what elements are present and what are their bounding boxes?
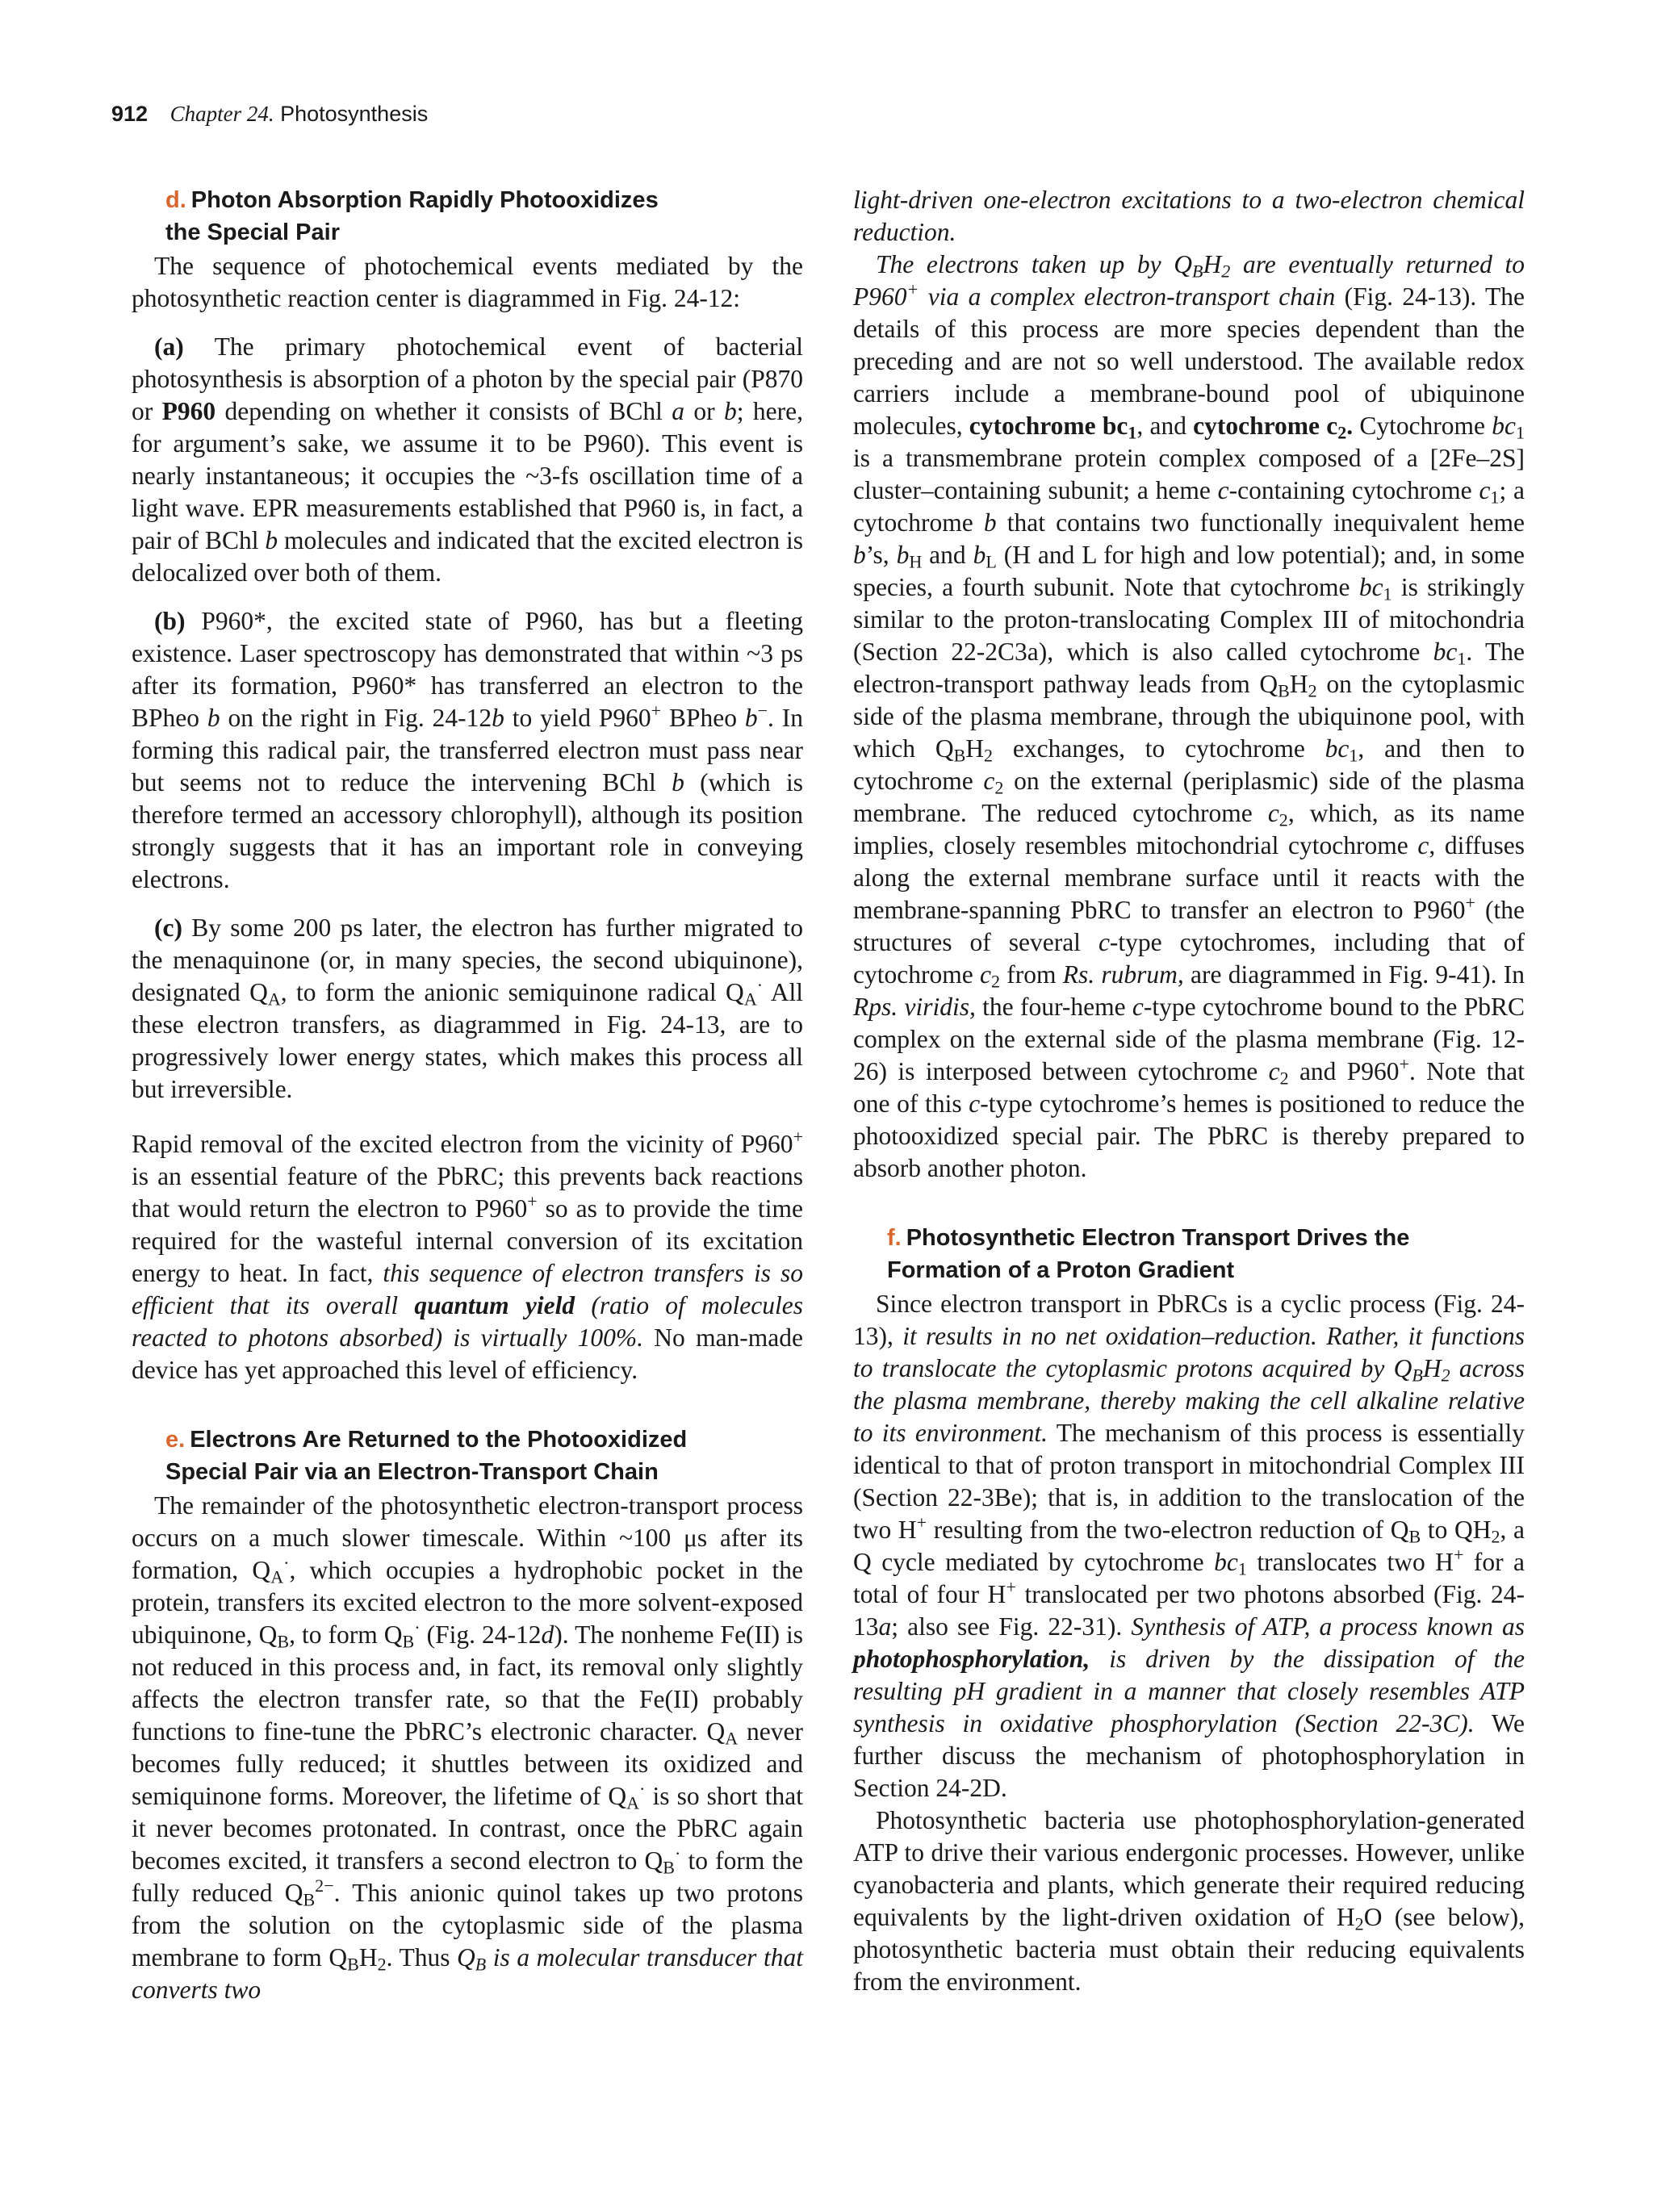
- left-column: [132, 184, 803, 2006]
- section-f-heading: f. Photosynthetic Electron Transport Drives the Formation of a Proton Gradient: [887, 1225, 1410, 1283]
- chapter-label: Chapter 24.: [169, 102, 274, 126]
- section-d-heading: d. Photon Absorption Rapidly Photooxidizes the Special Pair: [165, 187, 659, 245]
- section-e-letter: e.: [165, 1427, 186, 1453]
- paragraph-f-bacteria: Photosynthetic bacteria use photophosphorylation-generated ATP to drive their various endergonic processes. However, unlike cyanobacteria and plants, which generate their required reducing equivalents by the light-driven oxidation of $H_2O$ (see below), photosynthetic bacteria must obtain their reducing equivalents from the environment.: [853, 1806, 1525, 1996]
- right-column: [853, 184, 1525, 1998]
- paragraph-e-remainder: The remainder of the photosynthetic electron-transport process occurs on a much slower timescale. Within ~100 μs after its formation, $Q_A^\cdot$, which occupies a hydrophobic pocket in the protein, transfers its excited electron to the more solvent-exposed ubiquinone, $Q_B$, to form $Q_B^\cdot$ (Fig. 24-12d). The nonheme Fe(II) is not reduced in this process and, in fact, its removal only slightly affects the electron transfer rate, so that the Fe(II) probably functions to fine-tune the PbRC’s electronic character. $Q_A$ never becomes fully reduced; it shuttles between its oxidized and semiquinone forms. Moreover, the lifetime of $Q_A^\cdot$ is so short that it never becomes protonated. In contrast, once the PbRC again becomes excited, it transfers a second electron to $Q_B^\cdot$ to form the fully reduced $Q_B^{2-}$. This anionic quinol takes up two protons from the solution on the cytoplasmic side of the plasma membrane to form $Q_BH_2$. Thus $Q_B$ is a molecular transducer that converts two: [132, 1491, 804, 2004]
- section-f-letter: f.: [887, 1225, 902, 1251]
- paragraph-f-cyclic: Since electron transport in PbRCs is a cyclic process (Fig. 24-13), it results in no net oxidation–reduction. Rather, it functions to translocate the cytoplasmic protons acquired by $Q_BH_2$ across the plasma membrane, thereby making the cell alkaline relative to its environment. The mechanism of this process is essentially identical to that of proton transport in mitochondrial Complex III (Section 22-3Be); that is, in addition to the translocation of the two H+ resulting from the two-electron reduction of $Q_B$ to $QH_2$, a Q cycle mediated by cytochrome $bc_1$ translocates two H+ for a total of four H+ translocated per two photons absorbed (Fig. 24-13a; also see Fig. 22-31). Synthesis of ATP, a process known as photophosphorylation, is driven by the dissipation of the resulting pH gradient in a manner that closely resembles ATP synthesis in oxidative phosphorylation (Section 22-3C). We further discuss the mechanism of photophosphorylation in Section 24-2D.: [853, 1290, 1525, 1802]
- chapter-title: Photosynthesis: [280, 102, 429, 126]
- section-d-intro: The sequence of photochemical events mediated by the photosynthetic reaction center is diagrammed in Fig. 24-12:: [132, 252, 803, 312]
- section-d-letter: d.: [165, 187, 186, 213]
- running-head: [111, 102, 428, 127]
- paragraph-e-continued: light-driven one-electron excitations to a two-electron chemical reduction.: [853, 186, 1525, 246]
- paragraph-e-cytochromes: The electrons taken up by $Q_BH_2$ are eventually returned to P960+ via a complex electron-transport chain (Fig. 24-13). The details of this process are more species dependent than the preceding and are not so well understood. The available redox carriers include a membrane-bound pool of ubiquinone molecules, cytochrome $bc_1$, and cytochrome $c_2$. Cytochrome $bc_1$ is a transmembrane protein complex composed of a [2Fe–2S] cluster–containing subunit; a heme c-containing cytochrome $c_1$; a cytochrome b that contains two functionally inequivalent heme b’s, $b_H$ and $b_L$ (H and L for high and low potential); and, in some species, a fourth subunit. Note that cytochrome $bc_1$ is strikingly similar to the proton-translocating Complex III of mitochondria (Section 22-2C3a), which is also called cytochrome $bc_1$. The electron-transport pathway leads from $Q_BH_2$ on the cytoplasmic side of the plasma membrane, through the ubiquinone pool, with which $Q_BH_2$ exchanges, to cytochrome $bc_1$, and then to cytochrome $c_2$ on the external (periplasmic) side of the plasma membrane. The reduced cytochrome $c_2$, which, as its name implies, closely resembles mitochondrial cytochrome c, diffuses along the external membrane surface until it reacts with the membrane-spanning PbRC to transfer an electron to P960+ (the structures of several c-type cytochromes, including that of cytochrome $c_2$ from Rs. rubrum, are diagrammed in Fig. 9-41). In Rps. viridis, the four-heme c-type cytochrome bound to the PbRC complex on the external side of the plasma membrane (Fig. 12-26) is interposed between cytochrome $c_2$ and P960+. Note that one of this c-type cytochrome’s hemes is positioned to reduce the photooxidized special pair. The PbRC is thereby prepared to absorb another photon.: [853, 250, 1525, 1182]
- paragraph-a: (a) The primary photochemical event of bacterial photosynthesis is absorption of a photon by the special pair (P870 or P960 depending on whether it consists of BChl a or b; here, for argument’s sake, we assume it to be P960). This event is nearly instantaneous; it occupies the ~3-fs oscillation time of a light wave. EPR measurements established that P960 is, in fact, a pair of BChl b molecules and indicated that the excited electron is delocalized over both of them.: [132, 332, 803, 587]
- paragraph-c: (c) By some 200 ps later, the electron has further migrated to the menaquinone (or, in many species, the second ubiquinone), designated $Q_A$, to form the anionic semiquinone radical $Q_A^\cdot$ All these electron transfers, as diagrammed in Fig. 24-13, are to progressively lower energy states, which makes this process all but irreversible.: [132, 914, 803, 1103]
- section-e-heading: e. Electrons Are Returned to the Photooxidized Special Pair via an Electron-Transport Chain: [165, 1427, 688, 1485]
- paragraph-rapid-removal: Rapid removal of the excited electron from the vicinity of P960+ is an essential feature of the PbRC; this prevents back reactions that would return the electron to P960+ so as to provide the time required for the wasteful internal conversion of its excitation energy to heat. In fact, this sequence of electron transfers is so efficient that its overall quantum yield (ratio of molecules reacted to photons absorbed) is virtually 100%. No man-made device has yet approached this level of efficiency.: [132, 1126, 804, 1384]
- paragraph-b: (b) P960*, the excited state of P960, has but a fleeting existence. Laser spectroscopy has demonstrated that within ~3 ps after its formation, P960* has transferred an electron to the BPheo b on the right in Fig. 24-12b to yield P960+ BPheo b−. In forming this radical pair, the transferred electron must pass near but seems not to reduce the intervening BChl b (which is therefore termed an accessory chlorophyll), although its position strongly suggests that it has an important role in conveying electrons.: [132, 607, 803, 893]
- page-number: 912: [111, 102, 149, 126]
